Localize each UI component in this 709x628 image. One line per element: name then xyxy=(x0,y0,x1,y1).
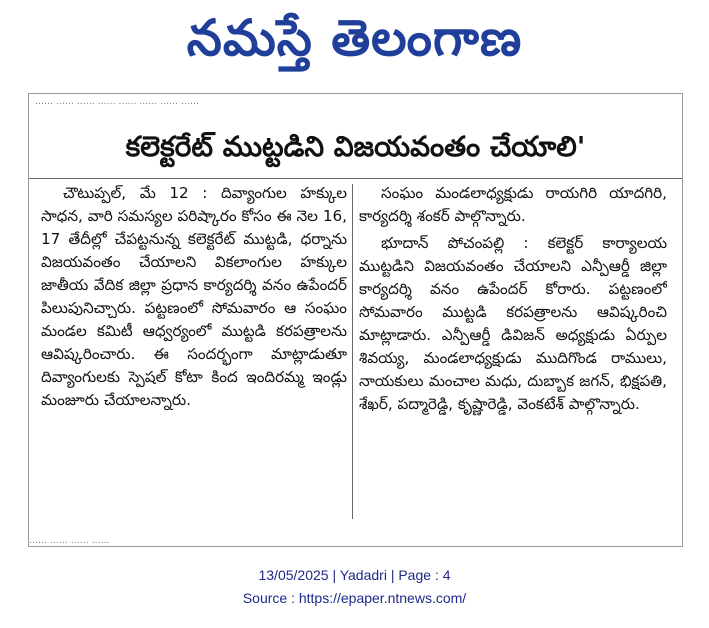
article-paragraph: చౌటుప్పల్, మే 12 : దివ్యాంగుల హక్కుల సాధన, వారి సమస్యల పరిష్కారం కోసం ఈ నెల 16, 17 తేదీల్లో చేపట్టనున్న కలెక్టరేట్ ముట్టడి, ధర్నాను విజయవంతం చేయాలని వికలాంగుల హక్కుల జాతీయ వేదిక జిల్లా ప్రధాన కార్యదర్శి వనం ఉపేందర్ పిలుపునిచ్చారు. పట్టణంలో సోమవారం ఆ సంఘం మండల కమిటీ ఆధ్వర్యంలో ముట్టడి కరపత్రాలను ఆవిష్కరించారు. ఈ సందర్భంగా మాట్లాడుతూ దివ్యాంగులకు స్పెషల్ కోటా కింద ఇందిరమ్మ ఇండ్లు మంజూరు చేయాలన్నారు. xyxy=(41,184,347,409)
bottom-scrap-text: …… …… …… …… xyxy=(29,537,110,546)
article-column-right xyxy=(359,182,667,512)
article-paragraph: సంఘం మండలాధ్యక్షుడు రాయగిరి యాదగిరి, కార్యదర్శి శంకర్ పాల్గొన్నారు. xyxy=(359,184,667,225)
article-column-left xyxy=(41,182,347,512)
top-scrap-text: …… …… …… …… …… …… …… …… xyxy=(35,98,200,106)
article-paragraph: భూదాన్ పోచంపల్లి : కలెక్టర్ కార్యాలయ ముట్టడిని విజయవంతం చేయాలని ఎన్పీఆర్డీ జిల్లా కార్యదర్శి వనం ఉపేందర్ కోరారు. పట్టణంలో సోమవారం ముట్టడి కరపత్రాలను ఆవిష్కరించి మాట్లాడారు. ఎన్పీఆర్డీ డివిజన్ అధ్యక్షుడు ఏర్పుల శివయ్య, మండలాధ్యక్షుడు ముదిగొండ రాములు, నాయకులు మంచాల మధు, దుబ్బాక జగన్, భిక్షపతి, శేఖర్, పద్మారెడ్డి, కృష్ణారెడ్డి, వెంకటేశ్ పాల్గొన్నారు. xyxy=(359,234,667,413)
column-divider xyxy=(352,184,353,519)
edition-info: 13/05/2025 | Yadadri | Page : 4 xyxy=(258,567,451,583)
source-link[interactable]: Source : https://epaper.ntnews.com/ xyxy=(242,590,467,606)
article-headline-wrap xyxy=(29,124,682,176)
article-headline: కలెక్టరేట్ ముట్టడిని విజయవంతం చేయాలి' xyxy=(125,130,586,163)
masthead-logo xyxy=(0,0,709,88)
masthead-title: నమస్తే తెలంగాణ xyxy=(186,8,523,67)
headline-rule xyxy=(29,178,682,179)
news-clipping xyxy=(28,93,683,547)
